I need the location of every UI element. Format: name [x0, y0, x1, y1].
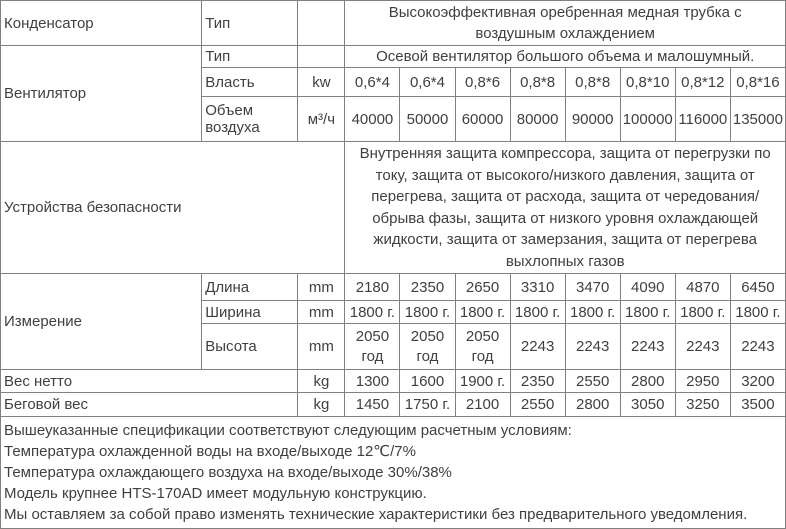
power-label: Власть: [202, 68, 298, 97]
width-value: 1800 г.: [620, 301, 675, 324]
length-label: Длина: [202, 274, 298, 301]
fan-type-value: Осевой вентилятор большого объема и малошумный.: [345, 46, 786, 68]
length-value: 2350: [400, 274, 455, 301]
width-value: 1800 г.: [510, 301, 565, 324]
condenser-label: Конденсатор: [1, 1, 202, 46]
height-label: Высота: [202, 324, 298, 370]
airvolume-label: Объем воздуха: [202, 97, 298, 142]
running-weight-value: 3500: [730, 393, 785, 417]
height-value: 2243: [510, 324, 565, 370]
airvolume-unit: м³/ч: [298, 97, 345, 142]
condenser-type-text: Высокоэффективная оребренная медная трубка с воздушным охлаждением: [388, 4, 742, 42]
power-value: 0,8*8: [510, 68, 565, 97]
width-value: 1800 г.: [455, 301, 510, 324]
net-weight-label: Вес нетто: [1, 370, 298, 393]
net-weight-value: 2800: [620, 370, 675, 393]
net-weight-value: 1600: [400, 370, 455, 393]
airvolume-value: 40000: [345, 97, 400, 142]
height-value: 2243: [565, 324, 620, 370]
length-value: 3310: [510, 274, 565, 301]
row-safety: [1, 142, 786, 274]
row-running-weight: [1, 393, 786, 417]
net-weight-value: 3200: [730, 370, 785, 393]
height-unit: mm: [298, 324, 345, 370]
condenser-unit-cell: [298, 1, 345, 46]
airvolume-value: 80000: [510, 97, 565, 142]
airvolume-value: 116000: [675, 97, 730, 142]
footnote-conditions: Вышеуказанные спецификации соответствуют следующим расчетным условиям:: [4, 422, 572, 439]
length-value: 4090: [620, 274, 675, 301]
width-unit: mm: [298, 301, 345, 324]
running-weight-label: Беговой вес: [1, 393, 298, 417]
length-value: 2650: [455, 274, 510, 301]
net-weight-value: 2550: [565, 370, 620, 393]
width-value: 1800 г.: [675, 301, 730, 324]
footnotes-cell: [1, 417, 786, 529]
net-weight-unit: kg: [298, 370, 345, 393]
net-weight-value: 2950: [675, 370, 730, 393]
power-value: 0,8*10: [620, 68, 675, 97]
fan-label: Вентилятор: [1, 46, 202, 142]
power-value: 0,8*16: [730, 68, 785, 97]
row-length: [1, 274, 786, 301]
fan-unit-cell: [298, 46, 345, 68]
footnote-disclaimer: Мы оставляем за собой право изменять технические характеристики без предварительного уведомления.: [4, 506, 748, 523]
safety-value: [345, 142, 786, 274]
width-value: 1800 г.: [565, 301, 620, 324]
condenser-type-label: Тип: [202, 1, 298, 46]
footnote-model: Модель крупнее HTS-170AD имеет модульную конструкцию.: [4, 485, 427, 502]
running-weight-value: 3250: [675, 393, 730, 417]
height-value: 2050 год: [345, 324, 400, 370]
footnote-air-temp: Температура охлаждающего воздуха на входе/выходе 30%/38%: [4, 464, 452, 481]
running-weight-value: 3050: [620, 393, 675, 417]
dimensions-label: Измерение: [1, 274, 202, 370]
row-net-weight: [1, 370, 786, 393]
row-fan-type: [1, 46, 786, 68]
length-unit: mm: [298, 274, 345, 301]
running-weight-unit: kg: [298, 393, 345, 417]
running-weight-value: 2100: [455, 393, 510, 417]
running-weight-value: 1450: [345, 393, 400, 417]
width-label: Ширина: [202, 301, 298, 324]
width-value: 1800 г.: [345, 301, 400, 324]
net-weight-value: 1900 г.: [455, 370, 510, 393]
power-unit: kw: [298, 68, 345, 97]
height-value: 2243: [675, 324, 730, 370]
airvolume-value: 50000: [400, 97, 455, 142]
fan-type-label: Тип: [202, 46, 298, 68]
width-value: 1800 г.: [400, 301, 455, 324]
power-value: 0,6*4: [400, 68, 455, 97]
height-value: 2050 год: [455, 324, 510, 370]
row-condenser: [1, 1, 786, 46]
length-value: 2180: [345, 274, 400, 301]
length-value: 4870: [675, 274, 730, 301]
airvolume-value: 60000: [455, 97, 510, 142]
power-value: 0,8*12: [675, 68, 730, 97]
running-weight-value: 1750 г.: [400, 393, 455, 417]
height-value: 2243: [620, 324, 675, 370]
net-weight-value: 1300: [345, 370, 400, 393]
airvolume-value: 100000: [620, 97, 675, 142]
height-value: 2243: [730, 324, 785, 370]
net-weight-value: 2350: [510, 370, 565, 393]
height-value: 2050 год: [400, 324, 455, 370]
power-value: 0,6*4: [345, 68, 400, 97]
length-value: 3470: [565, 274, 620, 301]
width-value: 1800 г.: [730, 301, 785, 324]
condenser-type-value: [345, 1, 786, 46]
power-value: 0,8*8: [565, 68, 620, 97]
safety-label: Устройства безопасности: [1, 142, 345, 274]
power-value: 0,8*6: [455, 68, 510, 97]
running-weight-value: 2800: [565, 393, 620, 417]
running-weight-value: 2550: [510, 393, 565, 417]
footnote-water-temp: Температура охлажденной воды на входе/выходе 12℃/7%: [4, 443, 416, 460]
airvolume-value: 135000: [730, 97, 785, 142]
airvolume-value: 90000: [565, 97, 620, 142]
row-footnotes: [1, 417, 786, 529]
safety-text: Внутренняя защита компрессора, защита от перегрузки по току, защита от высокого/низкого давления, защита от перегрева, защита от расхода, защита от чередования/ обрыва фазы, защита от низкого уровня охлаждающей жидкости, защита от замерзания, защита от перегрева выхлопных газов: [359, 145, 771, 270]
length-value: 6450: [730, 274, 785, 301]
